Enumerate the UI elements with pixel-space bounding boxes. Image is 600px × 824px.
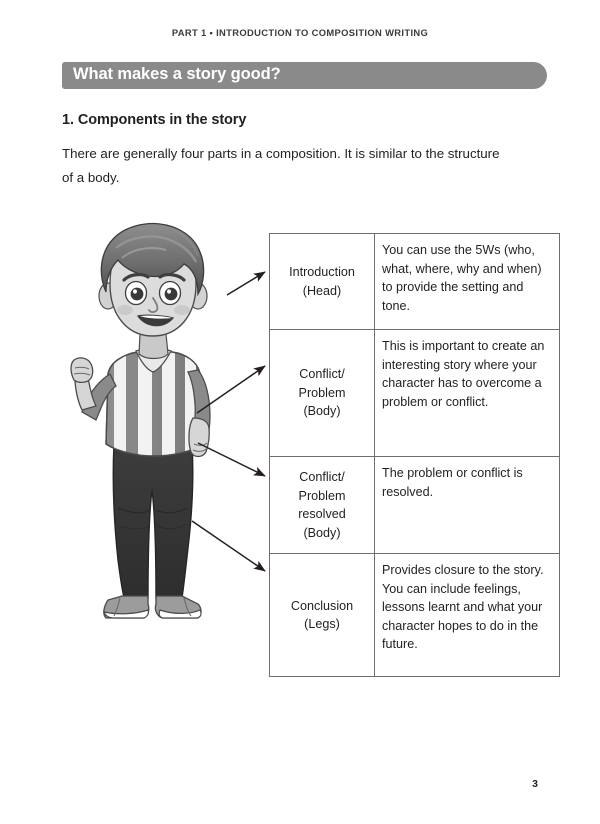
part-label-line-1: Conflict/ [299,367,345,382]
part-label: Conclusion [290,598,354,613]
cheek-right [174,305,190,315]
part-sublabel: (Body) [303,404,341,419]
section-title-bar [62,62,547,89]
shoe-right [155,596,201,618]
cheek-left [117,305,133,315]
table-cell-description: You can use the 5Ws (who, what, where, why and when) to provide the setting and tone. [375,234,560,330]
jeans [113,444,193,598]
table-row [270,234,560,330]
section-intro-paragraph: There are generally four parts in a composition. It is similar to the structure of a body. [62,146,500,185]
table-cell-part [270,554,375,677]
table-row [270,457,560,554]
table-cell-part [270,330,375,457]
eye-right [160,282,181,305]
part-sublabel: (Body) [303,525,341,540]
eye-left [126,282,147,305]
table-row [270,330,560,457]
table-cell-description: The problem or conflict is resolved. [375,457,560,554]
part-sublabel: (Head) [302,283,342,298]
table-cell-description: Provides closure to the story. You can include feelings, lessons learnt and what your character hopes to do in the future. [375,554,560,677]
boy-illustration-svg [52,222,252,622]
table-cell-part [270,234,375,330]
neck [139,334,168,359]
part-label-line-2: Problem [298,385,346,400]
table-cell-description: This is important to create an interesting story where your character has to overcome a problem or conflict. [375,330,560,457]
part-label-line-1: Conflict/ [299,470,345,484]
section-heading: 1. Components in the story [62,112,247,128]
running-head: PART 1 • INTRODUCTION TO COMPOSITION WRITING [171,27,429,38]
table-row [270,554,560,677]
part-sublabel: (Legs) [304,617,340,631]
page-title: What makes a story good? [73,65,281,83]
story-components-table [269,233,560,677]
shoe-left [104,596,149,618]
boy-illustration [52,222,252,622]
part-label-line-3: resolved [298,507,346,521]
table-cell-part [270,457,375,554]
hand-right [189,418,209,457]
hand-left-waving [71,358,93,382]
page-number: 3 [532,778,538,790]
part-label-line-2: Problem [298,488,346,503]
part-label: Introduction [289,265,355,279]
